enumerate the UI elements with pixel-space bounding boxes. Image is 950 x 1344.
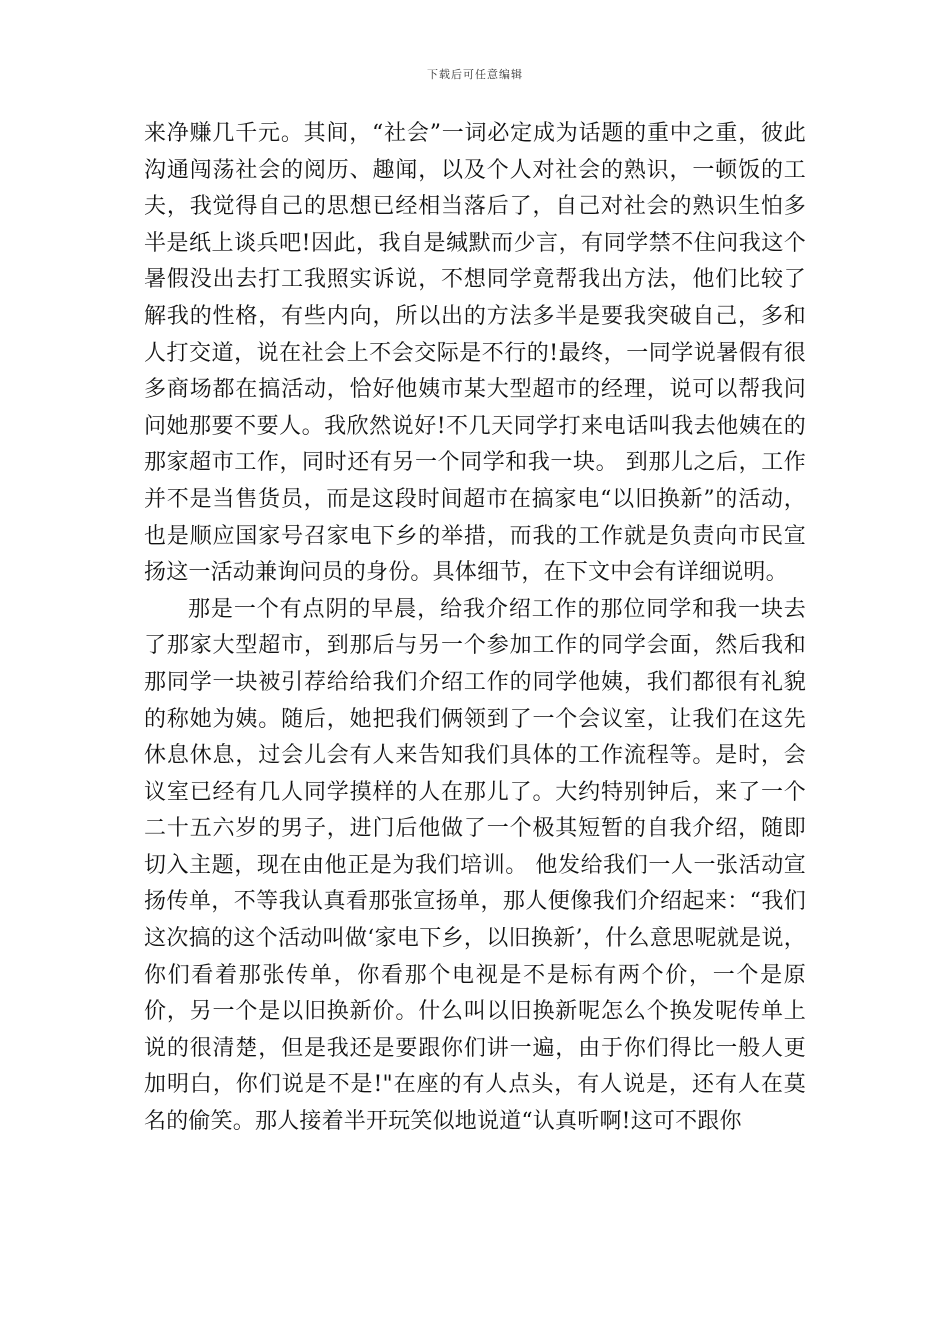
paragraph: 来净赚几千元。其间，“社会”一词必定成为话题的重中之重，彼此沟通闯荡社会的阅历、趣闻，以及个人对社会的熟识，一顿饭的工夫，我觉得自己的思想已经相当落后了，自己对社会的熟识生怕多半是纸上谈兵吧!因此，我自是缄默而少言，有同学禁不住问我这个暑假没出去打工我照实诉说，不想同学竟帮我出方法，他们比较了解我的性格，有些内向，所以出的方法多半是要我突破自己，多和人打交道，说在社会上不会交际是不行的!最终，一同学说暑假有很多商场都在搞活动，恰好他姨市某大型超市的经理，说可以帮我问问她那要不要人。我欣然说好!不几天同学打来电话叫我去他姨在的那家超市工作，同时还有另一个同学和我一块。 到那儿之后，工作并不是当售货员，而是这段时间超市在搞家电“以旧换新”的活动，也是顺应国家号召家电下乡的举措，而我的工作就是负责向市民宣扬这一活动兼询问员的身份。具体细节，在下文中会有详细说明。 bbox=[144, 121, 806, 586]
paragraph: 那是一个有点阴的早晨，给我介绍工作的那位同学和我一块去了那家大型超市，到那后与另一个参加工作的同学会面，然后我和那同学一块被引荐给给我们介绍工作的同学他姨，我们都很有礼貌的称她为姨。随后，她把我们俩领到了一个会议室，让我们在这先休息休息，过会儿会有人来告知我们具体的工作流程等。是时，会议室已经有几人同学摸样的人在那儿了。大约特别钟后，来了一个二十五六岁的男子，进门后他做了一个极其短暂的自我介绍，随即切入主题，现在由他正是为我们培训。 他发给我们一人一张活动宣扬传单，不等我认真看那张宣扬单，那人便像我们介绍起来：“我们这次搞的这个活动叫做‘家电下乡，以旧换新’，什么意思呢就是说，你们看着那张传单，你看那个电视是不是标有两个价，一个是原价，另一个是以旧换新价。什么叫以旧换新呢怎么个换发呢传单上说的很清楚，但是我还是要跟你们讲一遍，由于你们得比一般人更加明白，你们说是不是!"在座的有人点头，有人说是，还有人在莫名的偷笑。那人接着半开玩笑似地说道“认真听啊!这可不跟你 bbox=[144, 596, 806, 1135]
page-header: 下载后可任意编辑 bbox=[427, 68, 523, 81]
document-body bbox=[144, 116, 806, 1141]
